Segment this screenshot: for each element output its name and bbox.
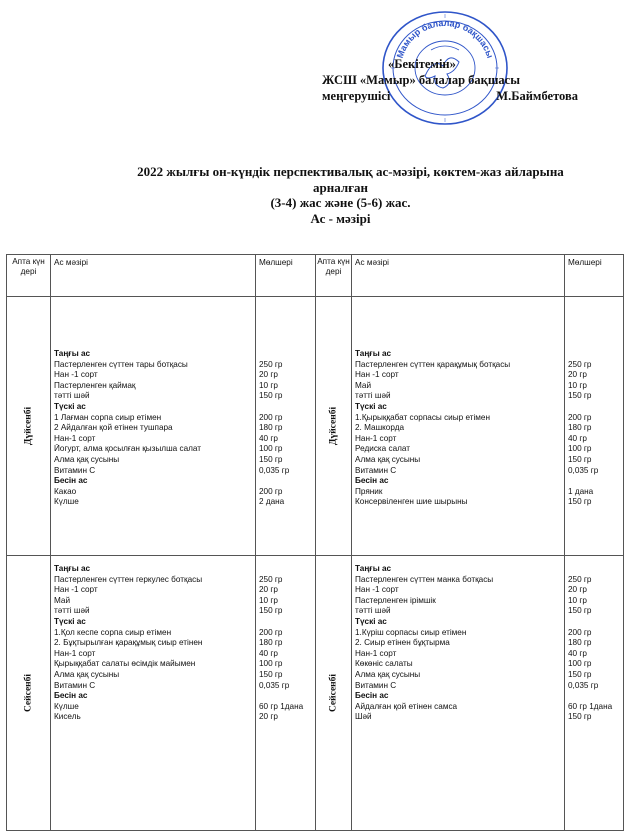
menu-item: Йогурт, алма қосылған қызылша салат [54, 444, 202, 454]
meal-heading: Түскі ас [355, 401, 387, 411]
item-weight: 180 гр [259, 638, 283, 648]
item-weight: 40 гр [568, 648, 587, 658]
item-weight [568, 476, 620, 487]
svg-text:Мамыр балалар бақшасы [395, 18, 496, 60]
item-weight: 250 гр [568, 359, 592, 369]
item-weight: 250 гр [259, 574, 283, 584]
menu-item: Витамин С [355, 465, 397, 475]
menu-item: 1 Лағман сорпа сиыр етімен [54, 412, 162, 422]
menu-item: Алма қақ сусыны [54, 454, 120, 464]
title-line-4: Ас - мәзірі [310, 210, 371, 226]
menu-item: Пряник [355, 486, 383, 496]
document-title [0, 164, 631, 226]
item-weight [259, 402, 312, 413]
item-weight [568, 617, 620, 628]
item-weight: 10 гр [568, 595, 587, 605]
menu-item: Пастерленген сүттен қарақұмық ботқасы [355, 359, 511, 369]
menu-item: тәтті шәй [355, 391, 391, 401]
menu-table [6, 254, 624, 831]
day-name: Дүйсенбі [328, 406, 339, 446]
item-weight [568, 349, 620, 360]
item-weight: 0,035 гр [568, 465, 599, 475]
item-weight: 180 гр [568, 638, 592, 648]
menu-item: Алма қақ сусыны [355, 669, 421, 679]
item-weight: 0,035 гр [259, 680, 290, 690]
menu-item: Қырыққабат салаты өсімдік майымен [54, 659, 196, 669]
item-weight: 1 дана [568, 486, 594, 496]
item-weight [259, 691, 312, 702]
meal-heading: Таңғы ас [355, 349, 392, 358]
weights-cell [256, 297, 316, 556]
item-weight: 100 гр [259, 659, 283, 669]
menu-item: Көкөніс салаты [355, 659, 413, 669]
menu-items-cell [352, 297, 565, 556]
menu-item: 2 Айдалған қой етінен тушпара [54, 423, 173, 433]
table-row [7, 297, 624, 556]
item-weight: 150 гр [259, 669, 283, 679]
item-weight: 100 гр [259, 444, 283, 454]
menu-items-cell [352, 556, 565, 831]
item-weight [568, 564, 620, 575]
item-weight: 150 гр [568, 712, 592, 722]
col-day-header: Апта күн дері [7, 255, 51, 297]
item-weight: 60 гр 1дана [259, 701, 304, 711]
menu-item: 1.Қол кеспе сорпа сиыр етімен [54, 627, 172, 637]
menu-item: Консервіленген шие шырыны [355, 497, 468, 507]
item-weight: 150 гр [259, 454, 283, 464]
item-weight: 10 гр [259, 380, 278, 390]
menu-item: Пастерленген сүттен геркулес ботқасы [54, 574, 203, 584]
meal-heading: Таңғы ас [54, 349, 91, 358]
menu-item: Шәй [355, 712, 372, 722]
menu-item: Нан-1 сорт [54, 648, 96, 658]
menu-items-cell [51, 297, 256, 556]
item-weight: 200 гр [568, 627, 592, 637]
item-weight: 150 гр [568, 497, 592, 507]
item-weight: 150 гр [568, 606, 592, 616]
item-weight: 200 гр [259, 627, 283, 637]
head-label: меңгерушісі [322, 89, 391, 103]
menu-item: Нан-1 сорт [355, 648, 397, 658]
table-header-row [7, 255, 624, 297]
menu-item: Редиска салат [355, 444, 411, 454]
menu-items-cell [51, 556, 256, 831]
menu-item: Май [54, 595, 71, 605]
menu-item: Витамин С [54, 680, 96, 690]
item-weight: 100 гр [568, 659, 592, 669]
menu-item: Күлше [54, 701, 79, 711]
item-weight: 250 гр [259, 359, 283, 369]
day-name: Сейсенбі [328, 673, 339, 713]
menu-item: Нан-1 сорт [355, 433, 397, 443]
menu-item: тәтті шәй [355, 606, 391, 616]
menu-item: Пастерленген сүттен тары ботқасы [54, 359, 188, 369]
col-weight-header: Мөлшері [565, 255, 624, 297]
menu-item: 1.Қырыққабат сорпасы сиыр етімен [355, 412, 491, 422]
menu-item: тәтті шәй [54, 606, 90, 616]
item-weight: 20 гр [568, 585, 587, 595]
col-weight-header: Мөлшері [256, 255, 316, 297]
item-weight: 180 гр [259, 423, 283, 433]
menu-item: Пастерленген сүттен манка ботқасы [355, 574, 494, 584]
item-weight: 20 гр [259, 712, 278, 722]
item-weight [259, 349, 312, 360]
meal-heading: Бесін ас [54, 691, 88, 701]
day-cell [316, 297, 352, 556]
menu-item: Нан -1 сорт [355, 585, 399, 595]
day-cell [7, 556, 51, 831]
item-weight: 20 гр [259, 370, 278, 380]
item-weight: 200 гр [568, 412, 592, 422]
menu-item: Алма қақ сусыны [355, 454, 421, 464]
item-weight [259, 617, 312, 628]
menu-item: Күлше [54, 497, 79, 507]
item-weight: 250 гр [568, 574, 592, 584]
meal-heading: Түскі ас [54, 401, 86, 411]
menu-item: Пастерленген ірімшік [355, 595, 436, 605]
meal-heading: Түскі ас [54, 616, 86, 626]
col-day-header: Апта күн дері [316, 255, 352, 297]
item-weight: 20 гр [568, 370, 587, 380]
item-weight: 20 гр [259, 585, 278, 595]
item-weight: 10 гр [568, 380, 587, 390]
menu-item: Какао [54, 486, 77, 496]
item-weight: 100 гр [568, 444, 592, 454]
item-weight: 60 гр 1дана [568, 701, 613, 711]
weights-cell [565, 297, 624, 556]
menu-item: Алма қақ сусыны [54, 669, 120, 679]
day-name: Сейсенбі [23, 673, 34, 713]
menu-item: Май [355, 380, 372, 390]
menu-item: 1.Күріш сорпасы сиыр етімен [355, 627, 467, 637]
meal-heading: Таңғы ас [54, 564, 91, 573]
item-weight [568, 402, 620, 413]
menu-item: 2. Бұқтырылған қарақұмық сиыр етінен [54, 638, 203, 648]
weights-cell [256, 556, 316, 831]
item-weight: 40 гр [568, 433, 587, 443]
weights-cell [565, 556, 624, 831]
organization-name: ЖСШ «Мамыр» балалар бақшасы [322, 73, 520, 87]
col-menu-header: Ас мәзірі [352, 255, 565, 297]
item-weight: 10 гр [259, 595, 278, 605]
item-weight: 40 гр [259, 433, 278, 443]
item-weight: 200 гр [259, 486, 283, 496]
item-weight: 0,035 гр [259, 465, 290, 475]
meal-heading: Таңғы ас [355, 564, 392, 573]
menu-item: Витамин С [54, 465, 96, 475]
menu-item: 2. Машкорда [355, 423, 405, 433]
menu-item: Витамин С [355, 680, 397, 690]
item-weight: 150 гр [568, 454, 592, 464]
title-line-3: (3-4) жас және (5-6) жас. [270, 195, 411, 210]
day-cell [316, 556, 352, 831]
menu-item: Нан-1 сорт [54, 433, 96, 443]
item-weight: 180 гр [568, 423, 592, 433]
menu-item: Нан -1 сорт [355, 370, 399, 380]
day-cell [7, 297, 51, 556]
item-weight: 150 гр [568, 669, 592, 679]
item-weight: 150 гр [568, 391, 592, 401]
stamp-text: Мамыр балалар бақшасы [394, 17, 496, 60]
table-row [7, 556, 624, 831]
item-weight [259, 476, 312, 487]
item-weight: 150 гр [259, 391, 283, 401]
approval-block [322, 56, 578, 104]
title-line-2: арналған [312, 179, 369, 195]
meal-heading: Бесін ас [355, 691, 389, 701]
item-weight: 150 гр [259, 606, 283, 616]
meal-heading: Бесін ас [355, 476, 389, 486]
approval-title: «Бекітемін» [388, 57, 456, 71]
day-name: Дүйсенбі [23, 406, 34, 446]
title-line-1: 2022 жылғы он-күндік перспективалық ас-мәзірі, көктем-жаз айларына [137, 164, 564, 179]
item-weight [568, 691, 620, 702]
item-weight: 40 гр [259, 648, 278, 658]
item-weight: 2 дана [259, 497, 285, 507]
item-weight: 200 гр [259, 412, 283, 422]
menu-item: Нан -1 сорт [54, 585, 98, 595]
menu-item: тәтті шәй [54, 391, 90, 401]
menu-item: 2. Сиыр етінен бұқтырма [355, 638, 450, 648]
menu-item: Айдалған қой етінен самса [355, 701, 458, 711]
item-weight [259, 564, 312, 575]
col-menu-header: Ас мәзірі [51, 255, 256, 297]
item-weight: 0,035 гр [568, 680, 599, 690]
meal-heading: Бесін ас [54, 476, 88, 486]
meal-heading: Түскі ас [355, 616, 387, 626]
menu-item: Пастерленген қаймақ [54, 380, 136, 390]
head-name: М.Баймбетова [496, 89, 578, 103]
menu-item: Нан -1 сорт [54, 370, 98, 380]
menu-item: Кисель [54, 712, 81, 722]
